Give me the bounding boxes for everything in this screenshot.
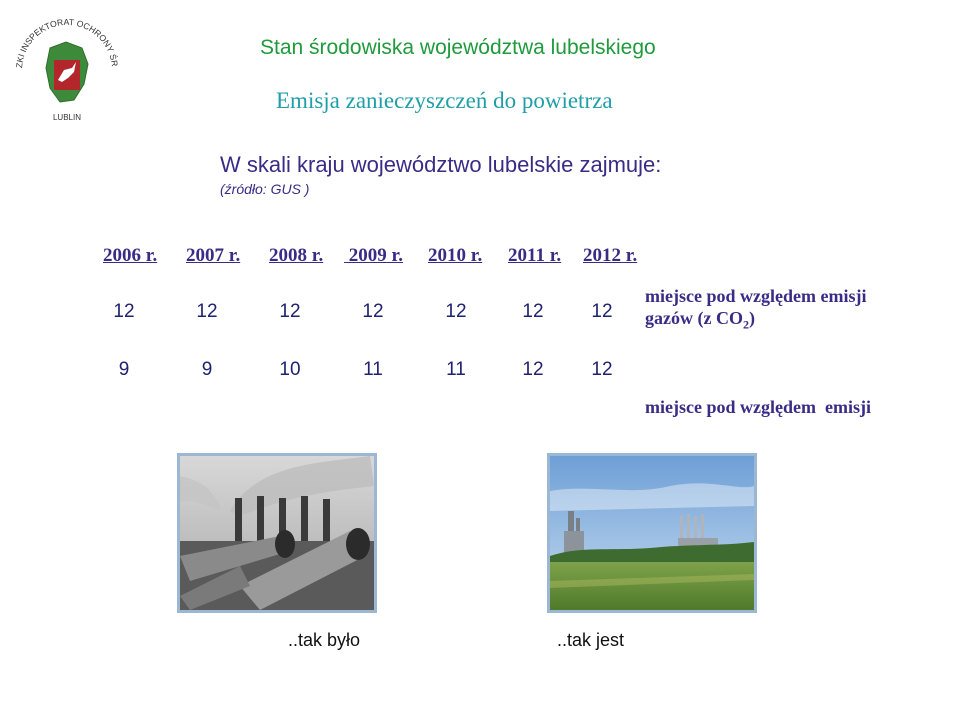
- photo-new-landscape: [547, 453, 757, 613]
- year-label: 2008 r.: [269, 245, 324, 266]
- year-label: 2012 r.: [583, 245, 638, 266]
- intro-text: W skali kraju województwo lubelskie zajmuje:: [220, 152, 662, 177]
- year-label: 2009 r.: [344, 245, 403, 266]
- year-label: 2006 r.: [103, 245, 158, 266]
- source-note: (źródło: GUS ): [220, 181, 310, 197]
- rank-value: 9: [118, 359, 130, 380]
- wios-logo: [8, 8, 126, 126]
- rank-value: 12: [279, 301, 301, 322]
- rank-value: 10: [279, 359, 301, 380]
- rank-value: 11: [446, 359, 466, 380]
- rank-value: 12: [362, 301, 384, 322]
- rank-value: 12: [522, 359, 544, 380]
- rank-value: 9: [201, 359, 213, 380]
- rank-value: 12: [591, 301, 613, 322]
- caption-old: ..tak było: [288, 630, 361, 650]
- rank-value: 12: [196, 301, 218, 322]
- rank-value: 12: [522, 301, 544, 322]
- rank-value: 11: [363, 359, 383, 380]
- row-label-gas: miejsce pod względem emisji gazów (z $CO_2$): [645, 286, 867, 332]
- year-label: 2011 r.: [508, 245, 562, 266]
- photo-old-factory: [177, 453, 377, 613]
- row-label-dust: miejsce pod względem emisji: [645, 397, 871, 417]
- rank-value: 12: [445, 301, 467, 322]
- logo-text-top: ZKI INSPEKTORAT OCHRONY ŚR: [13, 16, 120, 69]
- page-subtitle: Emisja zanieczyszczeń do powietrza: [276, 88, 613, 113]
- page-title: Stan środowiska województwa lubelskiego: [260, 36, 656, 59]
- rank-value: 12: [591, 359, 613, 380]
- year-label: 2007 r.: [186, 245, 241, 266]
- logo-text-bottom: LUBLIN: [52, 113, 82, 122]
- rank-value: 12: [113, 301, 135, 322]
- caption-new: ..tak jest: [557, 630, 625, 650]
- year-label: 2010 r.: [428, 245, 483, 266]
